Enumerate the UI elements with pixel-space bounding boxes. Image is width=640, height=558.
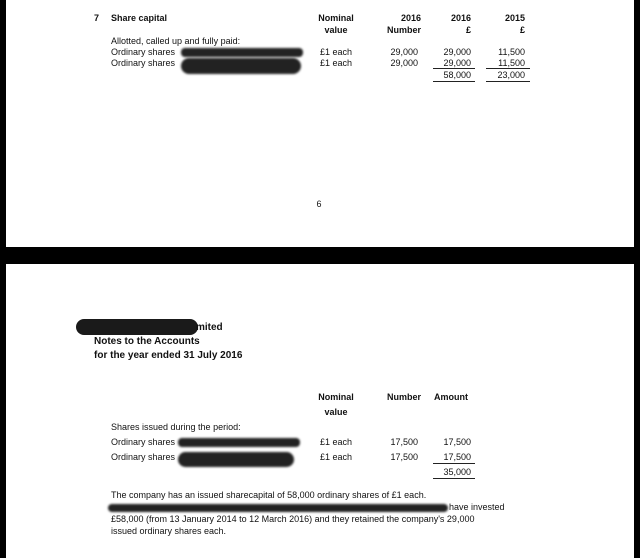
notes-heading: Notes to the Accounts bbox=[94, 336, 200, 347]
section-label: Allotted, called up and fully paid: bbox=[111, 36, 241, 46]
paragraph-line-4: issued ordinary shares each. bbox=[111, 526, 227, 536]
row-1-label: Ordinary shares bbox=[111, 47, 176, 57]
row-1-amount: 17,500 bbox=[443, 437, 471, 447]
subtotal-rule bbox=[433, 463, 475, 464]
row-1-number: 29,000 bbox=[390, 47, 418, 57]
total-rule bbox=[433, 478, 475, 479]
subtotal-rule-2015 bbox=[486, 68, 530, 69]
row-2-number: 17,500 bbox=[390, 452, 418, 462]
col-nominal-line1: Nominal bbox=[318, 392, 354, 402]
note-title: Share capital bbox=[111, 13, 168, 23]
subtotal-rule-2016 bbox=[433, 68, 475, 69]
col-2016-number-label: Number bbox=[386, 25, 421, 35]
row-2-amount: 17,500 bbox=[443, 452, 471, 462]
paragraph-line-1: The company has an issued sharecapital of 58,000 ordinary shares of £1 each. bbox=[111, 490, 427, 500]
col-amount: Amount bbox=[434, 392, 468, 402]
row-1-nominal: £1 each bbox=[320, 437, 353, 447]
redaction-bar bbox=[76, 319, 198, 335]
total-2015: 23,000 bbox=[497, 70, 525, 80]
total-2016: 58,000 bbox=[443, 70, 471, 80]
row-2-number: 29,000 bbox=[390, 58, 418, 68]
redaction-bar bbox=[108, 504, 448, 512]
section-label: Shares issued during the period: bbox=[111, 422, 241, 432]
paragraph-line-2-tail: have invested bbox=[449, 502, 505, 512]
row-1-number: 17,500 bbox=[390, 437, 418, 447]
row-1-label: Ordinary shares bbox=[111, 437, 176, 447]
col-2015-gbp-symbol: £ bbox=[519, 25, 525, 35]
total-rule-2016 bbox=[433, 81, 475, 82]
page-number: 6 bbox=[316, 199, 322, 209]
col-nominal-line2: value bbox=[324, 407, 348, 417]
col-2016-number-year: 2016 bbox=[400, 13, 421, 23]
row-2-label: Ordinary shares bbox=[111, 452, 176, 462]
redaction-bar bbox=[181, 48, 303, 57]
redaction-bar bbox=[181, 58, 301, 74]
company-name-suffix: mited bbox=[196, 322, 223, 333]
row-2-label: Ordinary shares bbox=[111, 58, 176, 68]
paragraph-line-3: £58,000 (from 13 January 2014 to 12 March 2016) and they retained the company's 29,000 bbox=[111, 514, 475, 524]
row-2-gbp-2016: 29,000 bbox=[443, 58, 471, 68]
col-nominal-line1: Nominal bbox=[318, 13, 354, 23]
row-1-gbp-2016: 29,000 bbox=[443, 47, 471, 57]
row-1-nominal: £1 each bbox=[320, 47, 353, 57]
col-2015-gbp-year: 2015 bbox=[504, 13, 525, 23]
total-amount: 35,000 bbox=[443, 467, 471, 477]
col-nominal-line2: value bbox=[324, 25, 348, 35]
col-2016-gbp-year: 2016 bbox=[450, 13, 471, 23]
row-2-gbp-2015: 11,500 bbox=[498, 58, 525, 68]
page-bottom bbox=[6, 264, 634, 558]
period-heading: for the year ended 31 July 2016 bbox=[94, 350, 243, 361]
note-number: 7 bbox=[94, 13, 100, 23]
row-1-gbp-2015: 11,500 bbox=[498, 47, 525, 57]
redaction-bar bbox=[178, 452, 294, 467]
total-rule-2015 bbox=[486, 81, 530, 82]
redaction-bar bbox=[178, 438, 300, 447]
col-number: Number bbox=[386, 392, 421, 402]
row-2-nominal: £1 each bbox=[320, 58, 353, 68]
row-2-nominal: £1 each bbox=[320, 452, 353, 462]
col-2016-gbp-symbol: £ bbox=[465, 25, 471, 35]
page-top bbox=[6, 0, 634, 247]
